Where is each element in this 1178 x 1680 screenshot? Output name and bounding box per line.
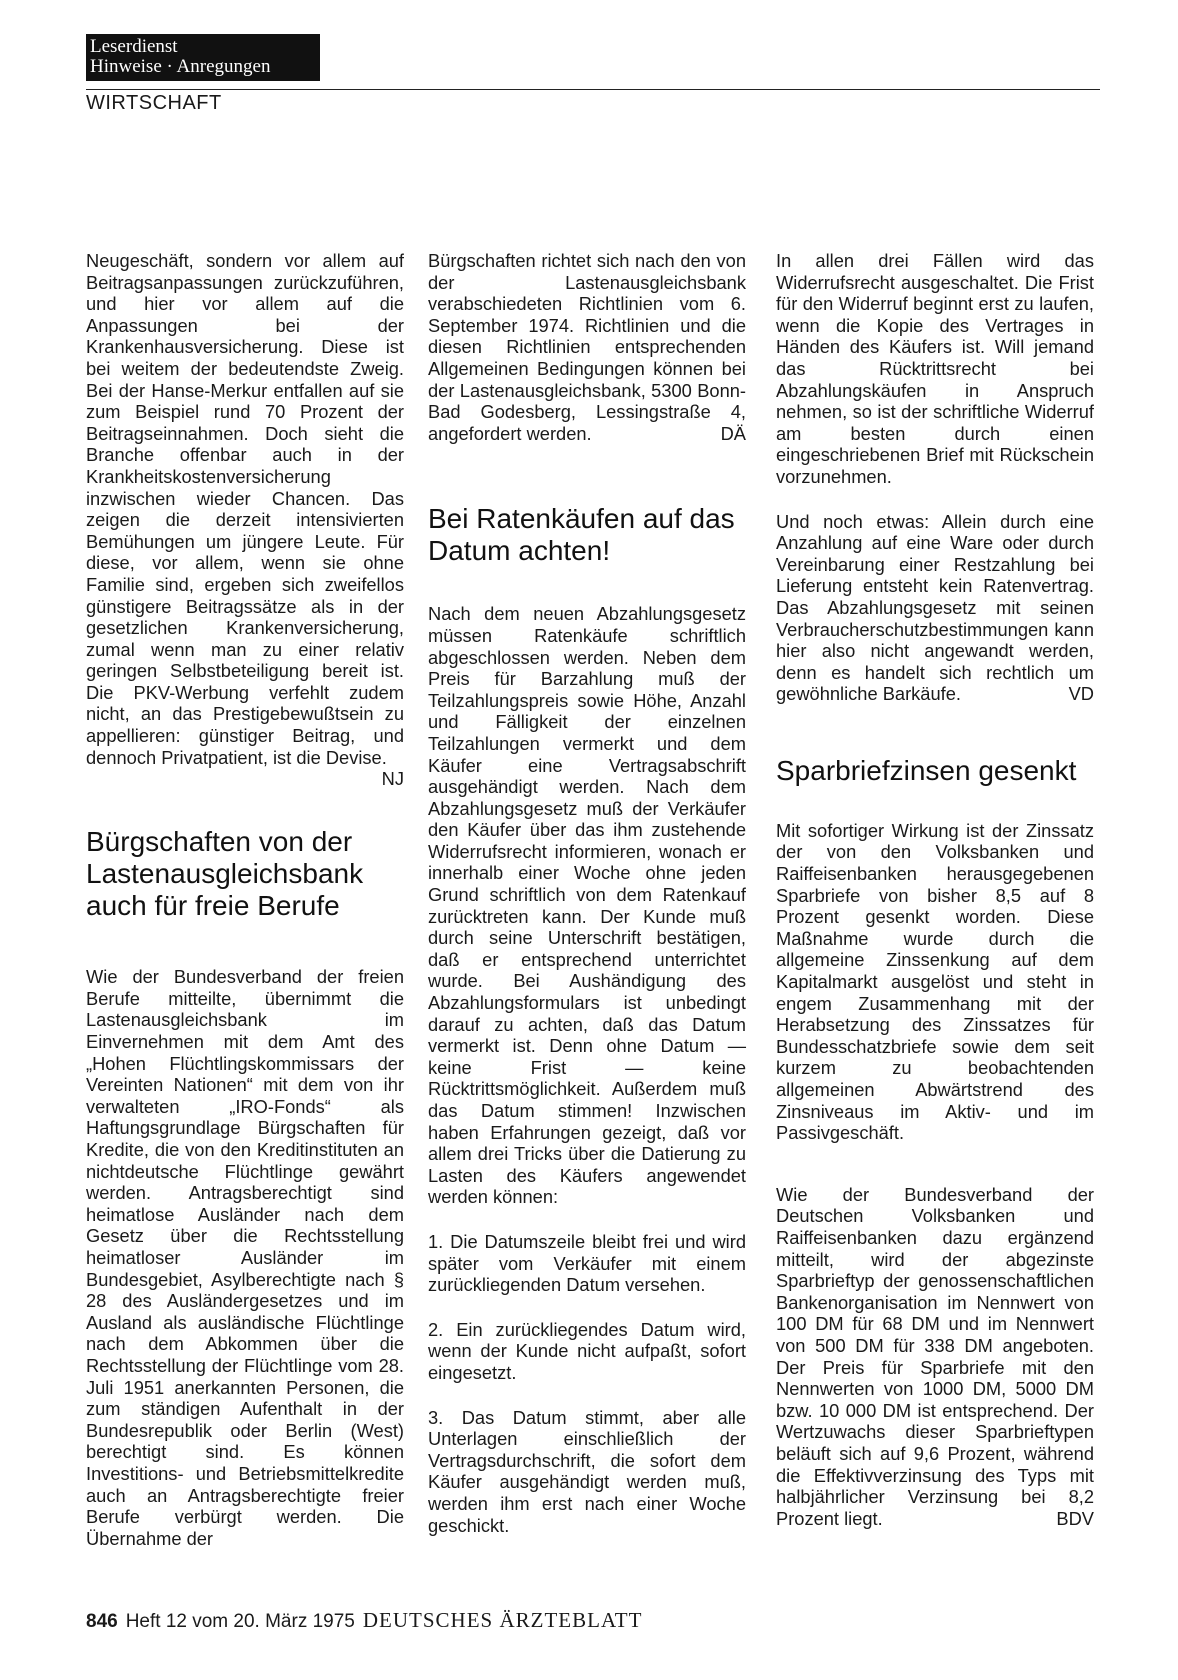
page-footer bbox=[86, 1608, 642, 1633]
author-signature: NJ bbox=[381, 768, 404, 790]
text: Bürgschaften richtet sich nach den von der Lastenausgleichsbank verabschiedeten Richtlinien vom 6. September 1974. Richtlinien und die diesen Richtlinien entsprechenden Allgemeinen Bedingungen können bei der Lastenausgleichsbank, 5300 Bonn-Bad Godesberg, Lessingstraße 4, angefordert werden. bbox=[428, 250, 746, 444]
article-text: In allen drei Fällen wird das Widerrufsrecht ausgeschaltet. Die Frist für den Widerruf beginnt erst zu laufen, wenn die Kopie des Vertrages in Händen des Käufers ist. Will jemand das Rücktrittsrecht bei Abzahlungskäufen in Anspruch nehmen, so ist der schriftliche Widerruf am besten durch einen eingeschriebenen Brief mit Rückschein vorzunehmen. bbox=[776, 250, 1094, 487]
page-number: 846 bbox=[86, 1611, 118, 1632]
author-signature: DÄ bbox=[720, 422, 746, 444]
article-text: Wie der Bundesverband der freien Berufe mitteilte, übernimmt die Lastenausgleichsbank im Einvernehmen mit dem Amt des „Hohen Flüchtlingskommissars der Vereinten Nationen“ mit dem von ihr verwalteten „IRO-Fonds“ als Haftungsgrundlage Bürgschaften für Kredite, die von den Kreditinstituten an nichtdeutsche Flüchtlinge gewährt werden. Antragsberechtigt sind heimatlose Ausländer nach dem Gesetz über die Rechtsstellung heimatloser Ausländer im Bundesgebiet, Asylberechtigte nach § 28 des Ausländergesetzes und im Ausland als ausländische Flüchtlinge nach dem Abkommen über die Rechtsstellung der Flüchtlinge vom 28. Juli 1951 anerkannten Personen, die zum ständigen Aufenthalt in der Bundesrepublik oder Berlin (West) berechtigt sind. Es können Investitions- und Betriebsmittelkredite auch an Antragsberechtigte freier Berufe verbürgt werden. Die Übernahme der bbox=[86, 966, 404, 1549]
section-label: WIRTSCHAFT bbox=[86, 92, 222, 114]
header-rule bbox=[86, 89, 1100, 90]
article-text bbox=[428, 250, 746, 444]
author-signature: BDV bbox=[1056, 1507, 1094, 1529]
list-item: 3. Das Datum stimmt, aber alle Unterlagen einschließlich der Vertragsdurchschrift, die sofort dem Käufer ausgehändigt werden muß, werden ihm erst nach einer Woche geschickt. bbox=[428, 1406, 746, 1536]
column-3 bbox=[776, 250, 1094, 1529]
column-2 bbox=[428, 250, 746, 1536]
article-text bbox=[86, 250, 404, 790]
article-text bbox=[776, 1184, 1094, 1530]
article-text: Nach dem neuen Abzahlungsgesetz müssen Ratenkäufe schriftlich abgeschlossen werden. Neben dem Preis für Barzahlung muß der Teilzahlungspreis sowie Höhe, Anzahl und Fälligkeit der einzelnen Teilzahlungen vermerkt und dem Käufer eine Vertragsabschrift ausgehändigt werden. Nach dem Abzahlungsgesetz muß der Verkäufer den Käufer über das ihm zustehende Widerrufsrecht informieren, wonach er innerhalb einer Woche ohne jeden Grund schriftlich von dem Ratenkauf zurücktreten kann. Der Kunde muß durch seine Unterschrift bestätigen, daß er entsprechend unterrichtet wurde. Bei Aushändigung des Abzahlungsformulars ist unbedingt darauf zu achten, daß das Datum vermerkt ist. Denn ohne Datum — keine Frist — keine Rücktrittsmöglichkeit. Außerdem muß das Datum stimmen! Inzwischen haben Erfahrungen gezeigt, daß vor allem drei Tricks über die Datierung zu Lasten des Käufers angewendet werden können: bbox=[428, 603, 746, 1208]
article-text bbox=[776, 511, 1094, 705]
article-heading: Bei Ratenkäufen auf das Datum achten! bbox=[428, 503, 735, 567]
badge-line-2: Hinweise · Anregungen bbox=[90, 56, 271, 77]
section-badge bbox=[86, 34, 320, 81]
author-signature: VD bbox=[1068, 683, 1094, 705]
list-item: 2. Ein zurückliegendes Datum wird, wenn der Kunde nicht aufpaßt, sofort eingesetzt. bbox=[428, 1318, 746, 1383]
article-heading: Sparbriefzinsen gesenkt bbox=[776, 754, 1077, 786]
text: Wie der Bundesverband der Deutschen Volksbanken und Raiffeisenbanken dazu ergänzend mitteilt, wird der abgezinste Sparbrieftyp der genossenschaftlichen Bankenorganisation im Nennwert von 100 DM für 68 DM und im Nennwert von 500 DM für 338 DM angeboten. Der Preis für Sparbriefe mit den Nennwerten von 1000 DM, 5000 DM bzw. 10 000 DM ist entsprechend. Der Wertzuwachs dieser Sparbrieftypen beläuft sich auf 9,6 Prozent, während die Effektivverzinsung des Typs mit halbjährlicher Verzinsung bei 8,2 Prozent liegt. bbox=[776, 1183, 1094, 1529]
column-1 bbox=[86, 250, 404, 1549]
badge-line-1: Leserdienst bbox=[90, 36, 178, 57]
magazine-title: DEUTSCHES ÄRZTEBLATT bbox=[362, 1608, 643, 1632]
article-heading: Bürgschaften von der Lastenausgleichsbank auch für freie Berufe bbox=[86, 826, 364, 922]
article-text: Mit sofortiger Wirkung ist der Zinssatz der von den Volksbanken und Raiffeisenbanken herausgegebenen Sparbriefe von bisher 8,5 auf 8 Prozent gesenkt worden. Diese Maßnahme wurde durch die allgemeine Zinssenkung auf dem Kapitalmarkt ausgelöst und steht in engem Zusammenhang mit der Herabsetzung des Zinssatzes für Bundesschatzbriefe sowie dem seit kurzem zu beobachtenden allgemeinen Abwärtstrend des Zinsniveaus im Aktiv- und im Passivgeschäft. bbox=[776, 819, 1094, 1144]
text: Neugeschäft, sondern vor allem auf Beitragsanpassungen zurückzuführen, und hier vor allem auf die Anpassungen bei der Krankenhausversicherung. Diese ist bei weitem der bedeutendste Zweig. Bei der Hanse-Merkur entfallen auf sie zum Beispiel rund 70 Prozent der Beitragseinnahmen. Doch sieht die Branche offenbar auch in der Krankheitskostenversicherung inzwischen wieder Chancen. Das zeigen die derzeit intensivierten Bemühungen um jüngere Leute. Für diese, vor allem, wenn sie ohne Familie sind, ergeben sich zweifellos günstigere Beitragssätze als in der gesetzlichen Krankenversicherung, zumal wenn man zu einer relativ geringen Selbstbeteiligung bereit ist. Die PKV-Werbung verfehlt zudem nicht, an das Prestigebewußtsein zu appellieren: günstiger Beitrag, und dennoch Privatpatient, ist die Devise. bbox=[86, 250, 404, 768]
list-item: 1. Die Datumszeile bleibt frei und wird später vom Verkäufer mit einem zurückliegenden Datum versehen. bbox=[428, 1230, 746, 1296]
text: Und noch etwas: Allein durch eine Anzahlung auf eine Ware oder durch Vereinbarung einer Restzahlung bei Lieferung entsteht kein Ratenvertrag. Das Abzahlungsgesetz mit seinen Verbraucherschutzbestimmungen kann hier also nicht angewandt werden, denn es handelt sich rechtlich um gewöhnliche Barkäufe. bbox=[776, 510, 1094, 705]
issue-info: Heft 12 vom 20. März 1975 bbox=[125, 1611, 355, 1632]
